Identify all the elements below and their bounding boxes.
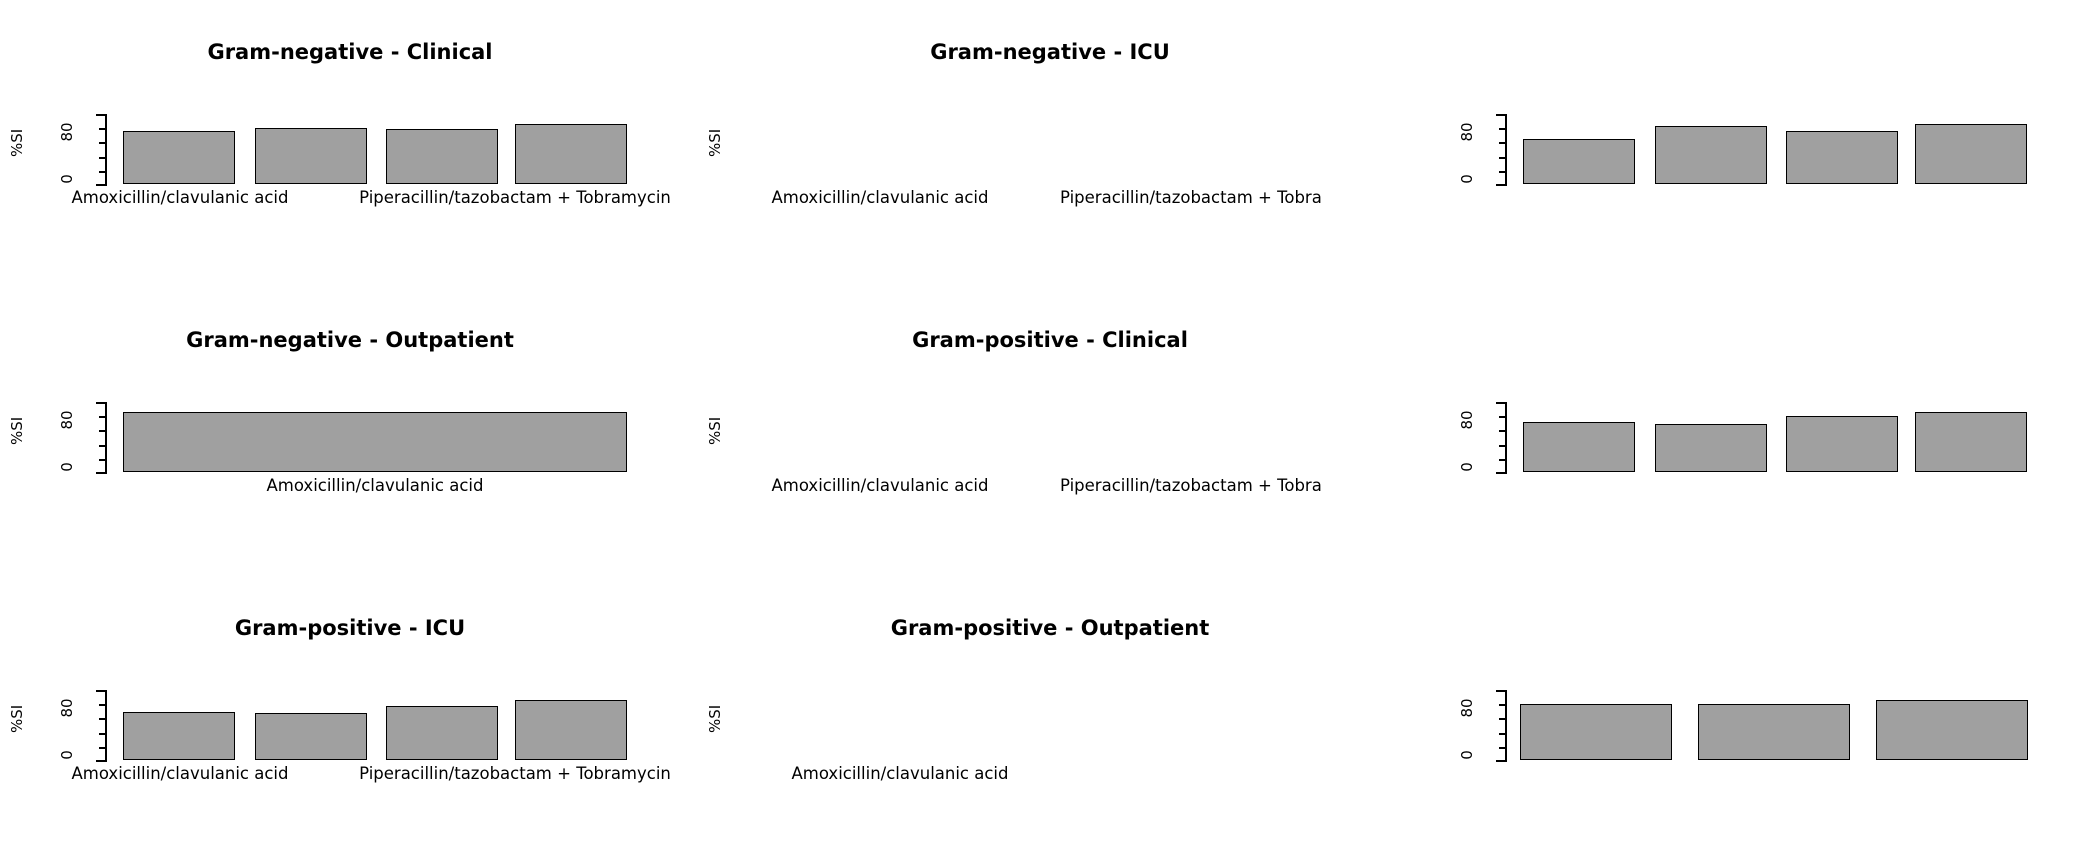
plot-area (1510, 682, 2100, 760)
category-label-right: Piperacillin/tazobactam + Tobra (1060, 476, 1322, 495)
category-label-left: Amoxicillin/clavulanic acid (771, 188, 989, 207)
plot-area (110, 106, 640, 184)
panel-gram-negative-outpatient (0, 308, 700, 538)
y-tick-label-bottom: 0 (58, 750, 76, 760)
y-tick-label-top: 80 (58, 698, 76, 718)
bar-piperacillin-tazobactam-tobramycin (515, 124, 627, 184)
y-axis-label: %SI (8, 128, 26, 158)
bar-piperacillin-tazobactam (1655, 424, 1767, 472)
bar-tobramycin (1786, 131, 1898, 184)
category-label-left: Amoxicillin/clavulanic acid (771, 476, 989, 495)
y-tick-label-bottom: 0 (58, 174, 76, 184)
bar-piperacillin-tazobactam (1698, 704, 1850, 760)
bar-amoxicillin-clavulanic-acid (1523, 422, 1635, 472)
bar-tobramycin (386, 706, 498, 760)
panel-gram-positive-icu (0, 596, 700, 826)
y-axis-label: %SI (706, 128, 724, 158)
bar-piperacillin-tazobactam-tobramycin (515, 700, 627, 760)
bar-amoxicillin-clavulanic-acid (1523, 139, 1635, 184)
bar-amoxicillin-clavulanic-acid (1520, 704, 1672, 760)
bar-piperacillin-tazobactam (1655, 126, 1767, 184)
bar-amoxicillin-clavulanic-acid (123, 131, 235, 184)
plot-area (1510, 394, 2100, 472)
bar-piperacillin-tazobactam (255, 713, 367, 760)
y-axis (1496, 402, 1510, 474)
y-tick-label-bottom: 0 (1458, 462, 1476, 472)
y-axis (96, 402, 110, 474)
y-axis (1496, 114, 1510, 186)
y-axis (96, 114, 110, 186)
y-tick-label-bottom: 0 (1458, 174, 1476, 184)
category-label-right: Piperacillin/tazobactam + Tobramycin (359, 188, 671, 207)
y-axis (1496, 690, 1510, 762)
plot-area (110, 682, 640, 760)
panel-title: Gram-negative - Clinical (207, 40, 493, 64)
plot-area (110, 394, 640, 472)
bar-tobramycin (1786, 416, 1898, 472)
y-tick-label-top: 80 (1458, 122, 1476, 142)
y-tick-label-bottom: 0 (58, 462, 76, 472)
y-axis-label: %SI (706, 704, 724, 734)
bar-amoxicillin-clavulanic-acid (123, 412, 627, 472)
panel-title: Gram-negative - Outpatient (186, 328, 514, 352)
y-tick-label-top: 80 (58, 410, 76, 430)
y-axis-label: %SI (8, 704, 26, 734)
y-tick-label-bottom: 0 (1458, 750, 1476, 760)
y-tick-label-top: 80 (1458, 698, 1476, 718)
y-axis (96, 690, 110, 762)
category-label-right: Piperacillin/tazobactam + Tobra (1060, 188, 1322, 207)
y-axis-label: %SI (8, 416, 26, 446)
y-axis-label: %SI (706, 416, 724, 446)
panel-title: Gram-negative - ICU (930, 40, 1170, 64)
panel-gram-positive-outpatient (700, 596, 1476, 826)
category-label-left: Amoxicillin/clavulanic acid (71, 188, 289, 207)
bar-piperacillin-tazobactam-tobramycin (1915, 412, 2027, 472)
category-label-right: Piperacillin/tazobactam + Tobramycin (359, 764, 671, 783)
panel-gram-negative-clinical (0, 20, 700, 250)
panel-title: Gram-positive - Outpatient (890, 616, 1210, 640)
bar-tobramycin (386, 129, 498, 184)
panel-gram-negative-icu (700, 20, 1476, 250)
bar-piperacillin-tazobactam-tobramycin (1915, 124, 2027, 184)
bar-amoxicillin-clavulanic-acid (123, 712, 235, 760)
bar-tobramycin (1876, 700, 2028, 760)
category-label-left: Amoxicillin/clavulanic acid (266, 476, 484, 495)
y-tick-label-top: 80 (58, 122, 76, 142)
bar-piperacillin-tazobactam (255, 128, 367, 184)
category-label-left: Amoxicillin/clavulanic acid (71, 764, 289, 783)
category-label-left: Amoxicillin/clavulanic acid (791, 764, 1009, 783)
panel-gram-positive-clinical (700, 308, 1476, 538)
panel-title: Gram-positive - Clinical (912, 328, 1188, 352)
plot-area (1510, 106, 2100, 184)
y-tick-label-top: 80 (1458, 410, 1476, 430)
panel-title: Gram-positive - ICU (234, 616, 466, 640)
